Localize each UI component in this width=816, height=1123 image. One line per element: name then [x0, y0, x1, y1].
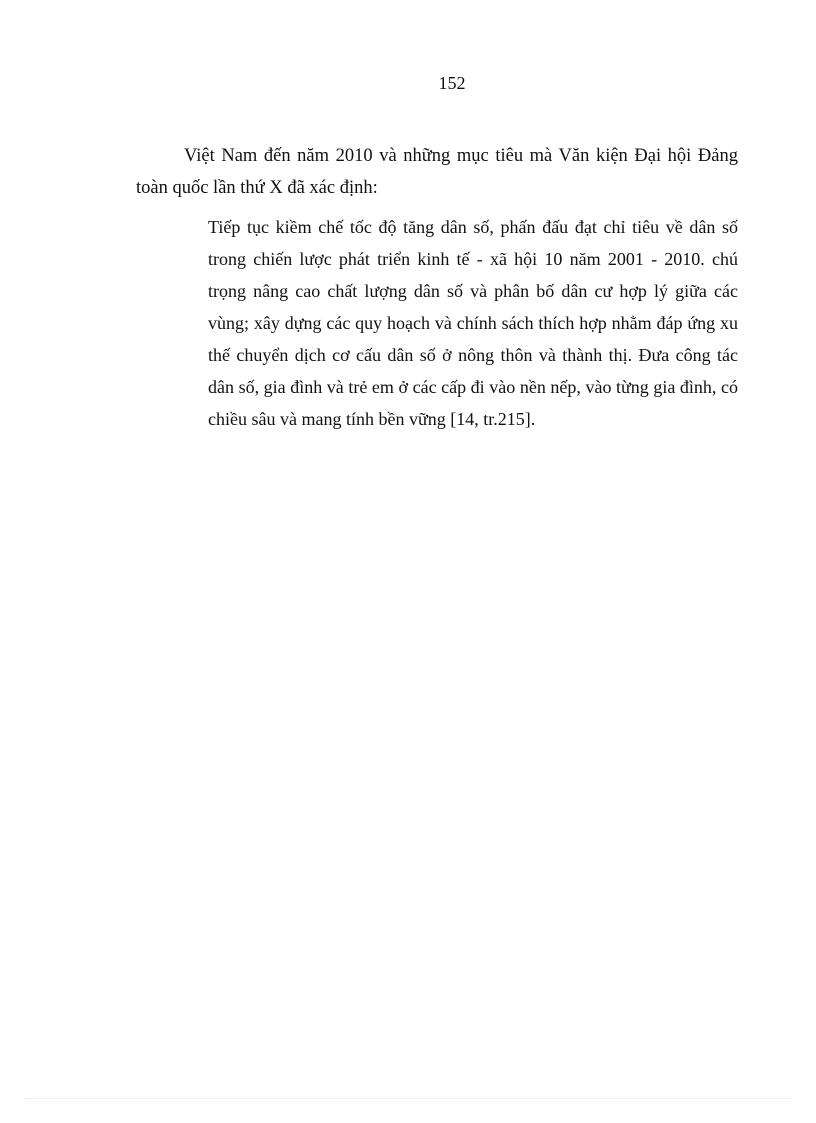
block-quote: Tiếp tục kiềm chế tốc độ tăng dân số, phấn đấu đạt chỉ tiêu về dân số trong chiến lược phát triển kinh tế - xã hội 10 năm 2001 - 2010. chú trọng nâng cao chất lượng dân số và phân bố dân cư hợp lý giữa các vùng; xây dựng các quy hoạch và chính sách thích hợp nhằm đáp ứng xu thế chuyển dịch cơ cấu dân số ở nông thôn và thành thị. Đưa công tác dân số, gia đình và trẻ em ở các cấp đi vào nền nếp, vào từng gia đình, có chiều sâu và mang tính bền vững [14, tr.215].	[208, 217, 738, 429]
page-bottom-divider	[24, 1098, 792, 1099]
page-number: 152	[438, 73, 466, 93]
body-paragraph: Việt Nam đến năm 2010 và những mục tiêu mà Văn kiện Đại hội Đảng toàn quốc lần thứ X đã xác định:	[136, 146, 738, 198]
